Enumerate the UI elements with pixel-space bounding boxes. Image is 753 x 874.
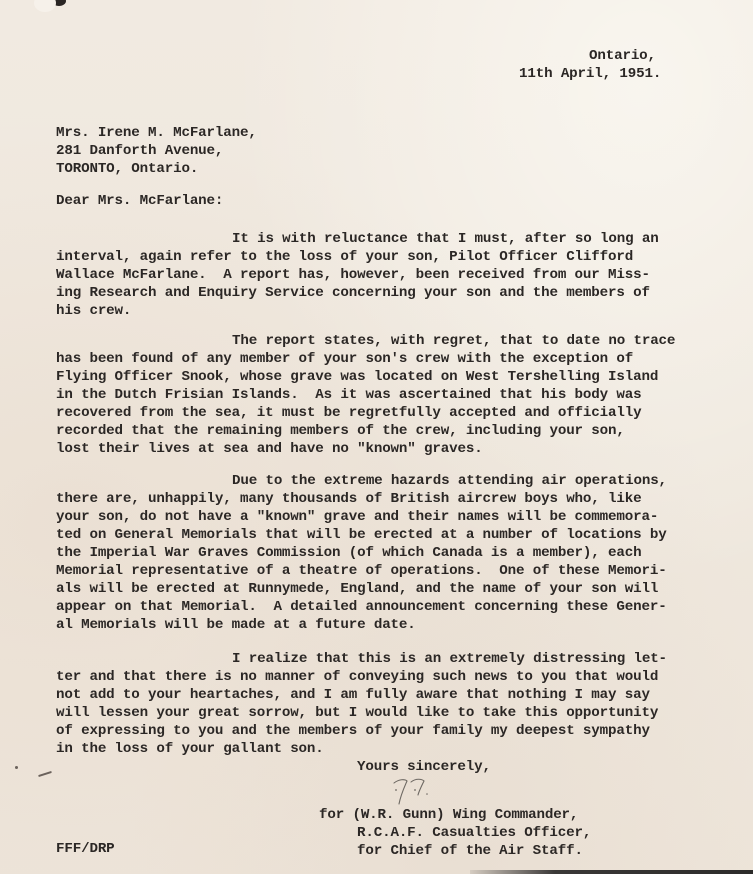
paragraph-line: Flying Officer Snook, whose grave was located on West Tershelling Island [56,369,659,385]
paragraph-line: there are, unhappily, many thousands of British aircrew boys who, like [56,491,642,507]
recipient-street: 281 Danforth Avenue, [56,143,224,159]
salutation: Dear Mrs. McFarlane: [56,193,224,209]
paragraph-line: in the loss of your gallant son. [56,741,324,757]
recipient-name: Mrs. Irene M. McFarlane, [56,125,257,141]
paragraph-line: has been found of any member of your son's crew with the exception of [56,351,634,367]
paragraph-line: The report states, with regret, that to date no trace [232,333,676,349]
paragraph-line: al Memorials will be made at a future date. [56,617,416,633]
paragraph-line: I realize that this is an extremely distressing let- [232,651,667,667]
letter-place: Ontario, [589,48,656,64]
paragraph-line: ted on General Memorials that will be erected at a number of locations by [56,527,667,543]
paper-blemish-dot [15,766,18,769]
paragraph-line: his crew. [56,303,132,319]
paragraph-line: recorded that the remaining members of the crew, including your son, [56,423,625,439]
paragraph-line: your son, do not have a "known" grave and their names will be commemora- [56,509,659,525]
paragraph-line: Wallace McFarlane. A report has, however, been received from our Miss- [56,267,650,283]
page-bottom-edge-shadow [470,870,753,874]
handwritten-initials [391,776,431,806]
paragraph-line: appear on that Memorial. A detailed announcement concerning these Gener- [56,599,667,615]
letter-date: 11th April, 1951. [519,66,662,82]
reference-initials: FFF/DRP [56,841,115,857]
paragraph-line: interval, again refer to the loss of your son, Pilot Officer Clifford [56,249,634,265]
recipient-city: TORONTO, Ontario. [56,161,199,177]
paragraph-line: Memorial representative of a theatre of operations. One of these Memori- [56,563,667,579]
paragraph-line: It is with reluctance that I must, after so long an [232,231,659,247]
signature-line-3: for Chief of the Air Staff. [357,843,583,859]
paragraph-line: in the Dutch Frisian Islands. As it was ascertained that his body was [56,387,642,403]
paragraph-line: recovered from the sea, it must be regretfully accepted and officially [56,405,642,421]
paragraph-line: als will be erected at Runnymede, England, and the name of your son will [56,581,659,597]
signature-line-1: for (W.R. Gunn) Wing Commander, [319,807,579,823]
paragraph-line: ing Research and Enquiry Service concerning your son and the members of [56,285,650,301]
paragraph-line: the Imperial War Graves Commission (of which Canada is a member), each [56,545,642,561]
paragraph-line: will lessen your great sorrow, but I would like to take this opportunity [56,705,659,721]
paragraph-line: Due to the extreme hazards attending air operations, [232,473,667,489]
signature-line-2: R.C.A.F. Casualties Officer, [357,825,592,841]
paragraph-line: lost their lives at sea and have no "known" graves. [56,441,483,457]
paragraph-line: ter and that there is no manner of conveying such news to you that would [56,669,659,685]
paper-blemish [34,0,56,12]
paper-blemish-mark [38,771,52,777]
paragraph-line: of expressing to you and the members of your family my deepest sympathy [56,723,650,739]
paragraph-line: not add to your heartaches, and I am fully aware that nothing I may say [56,687,650,703]
closing: Yours sincerely, [357,759,491,775]
